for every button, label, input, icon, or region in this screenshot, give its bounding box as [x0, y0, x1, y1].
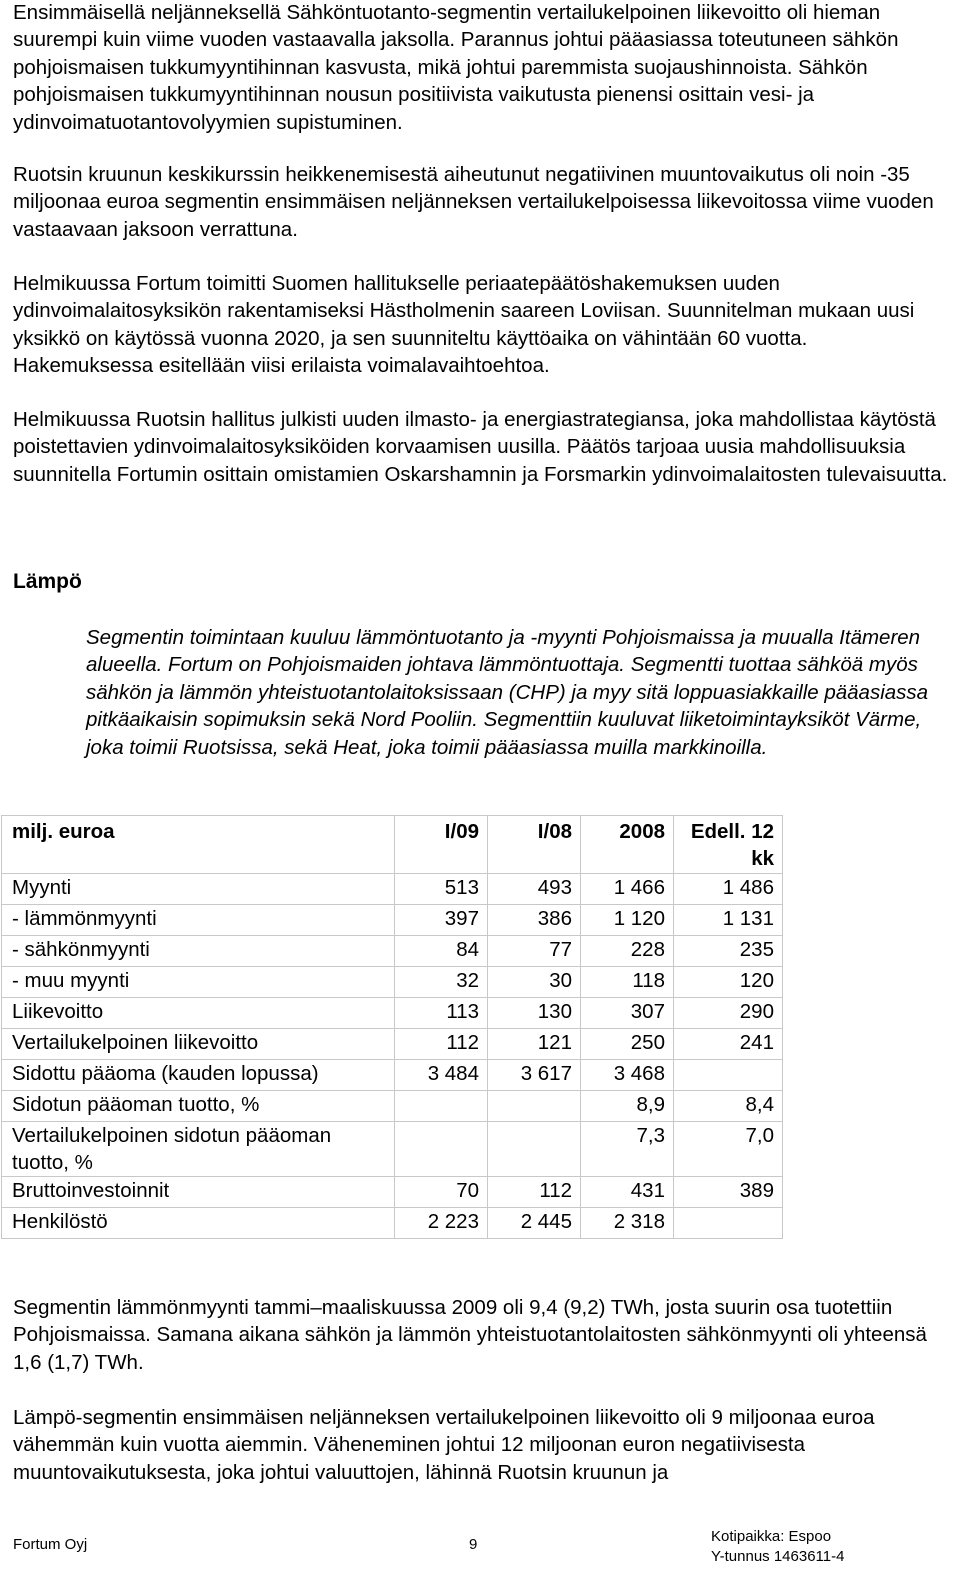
table-row	[2, 1091, 783, 1122]
table-cell: 1 120	[581, 905, 674, 936]
row-label: Bruttoinvestoinnit	[2, 1177, 395, 1208]
financial-table	[1, 815, 783, 1239]
table-row	[2, 998, 783, 1029]
table-row	[2, 967, 783, 998]
table-cell: 290	[674, 998, 783, 1029]
table-cell	[395, 1122, 488, 1177]
table-cell: 8,4	[674, 1091, 783, 1122]
table-row	[2, 1060, 783, 1091]
table-cell	[674, 1208, 783, 1239]
row-label: Sidotun pääoman tuotto, %	[2, 1091, 395, 1122]
table-header-cell: I/09	[395, 816, 488, 874]
table-cell: 1 486	[674, 874, 783, 905]
row-label: Henkilöstö	[2, 1208, 395, 1239]
table-cell: 2 318	[581, 1208, 674, 1239]
table-header-cell: I/08	[488, 816, 581, 874]
table-cell: 386	[488, 905, 581, 936]
table-cell: 7,3	[581, 1122, 674, 1177]
row-label: Sidottu pääoma (kauden lopussa)	[2, 1060, 395, 1091]
row-label: Myynti	[2, 874, 395, 905]
footer-page-number: 9	[469, 1536, 478, 1553]
table-cell: 250	[581, 1029, 674, 1060]
table-cell: 3 484	[395, 1060, 488, 1091]
table-cell: 1 466	[581, 874, 674, 905]
table-cell: 30	[488, 967, 581, 998]
table-cell	[488, 1122, 581, 1177]
table-cell	[488, 1091, 581, 1122]
paragraph-currency-effect: Ruotsin kruunun keskikurssin heikkenemisestä aiheutunut negatiivinen muuntovaikutus oli noin -35 miljoonaa euroa segmentin ensimmäisen neljänneksen vertailukelpoisessa liikevoitossa viime vuoden vastaavaan jaksoon verrattuna.	[13, 163, 934, 241]
paragraph-power-results: Ensimmäisellä neljänneksellä Sähköntuotanto-segmentin vertailukelpoinen liikevoitto oli hieman suurempi kuin viime vuoden vastaavalla jaksolla. Parannus johtui pääasiassa toteutuneen sähkön pohjoismaisen tukkumyyntihinnan kasvusta, mikä johtui paremmista suojaushinnoista. Sähkön pohjoismaisen tukkumyyntihinnan nousun positiivista vaikutusta pienensi osittain vesi- ja ydinvoimatuotantovolyymien supistuminen.	[13, 1, 899, 134]
row-label: - muu myynti	[2, 967, 395, 998]
table-header-cell: 2008	[581, 816, 674, 874]
table-row	[2, 1177, 783, 1208]
table-cell: 120	[674, 967, 783, 998]
footer-business-id: Y-tunnus 1463611-4	[711, 1548, 845, 1565]
paragraph-swedish-strategy: Helmikuussa Ruotsin hallitus julkisti uuden ilmasto- ja energiastrategiansa, joka mahdollistaa käytöstä poistettavien ydinvoimalaitosyksiköiden korvaamisen uusilla. Päätös tarjoaa uusia mahdollisuuksia suunnitella Fortumin osittain omistamien Oskarshamnin ja Forsmarkin ydinvoimalaitosten tulevaisuutta.	[13, 408, 948, 486]
section-intro: Segmentin toimintaan kuuluu lämmöntuotanto ja -myynti Pohjoismaissa ja muualla Itämeren alueella. Fortum on Pohjoismaiden johtava lämmöntuottaja. Segmentti tuottaa sähköä myös sähkön ja lämmön yhteistuotantolaitoksissaan (CHP) ja myy sitä loppuasiakkaille pääasiassa pitkäaikaisin sopimuksin sekä Nord Pooliin. Segmenttiin kuuluvat liiketoimintayksiköt Värme, joka toimii Ruotsissa, sekä Heat, joka toimii pääasiassa muilla markkinoilla.	[86, 626, 929, 759]
table-cell: 112	[395, 1029, 488, 1060]
table-cell: 228	[581, 936, 674, 967]
table-cell: 1 131	[674, 905, 783, 936]
table-row	[2, 874, 783, 905]
table-cell: 389	[674, 1177, 783, 1208]
table-cell: 3 617	[488, 1060, 581, 1091]
table-row	[2, 936, 783, 967]
paragraph-nuclear-application: Helmikuussa Fortum toimitti Suomen hallitukselle periaatepäätöshakemuksen uuden ydinvoimalaitosyksikön rakentamiseksi Hästholmenin saareen Loviisan. Suunnitelman mukaan uusi yksikkö on käytössä vuonna 2020, ja sen suunniteltu käyttöaika on vähintään 60 vuotta. Hakemuksessa esitellään viisi erilaista voimalavaihtoehtoa.	[13, 272, 915, 378]
table-cell	[395, 1091, 488, 1122]
table-cell: 513	[395, 874, 488, 905]
table-row	[2, 1122, 783, 1177]
table-row	[2, 905, 783, 936]
table-cell: 3 468	[581, 1060, 674, 1091]
table-header-cell: milj. euroa	[2, 816, 395, 874]
table-cell: 397	[395, 905, 488, 936]
table-row	[2, 1029, 783, 1060]
table-header-cell: Edell. 12 kk	[674, 816, 783, 874]
footer-domicile: Kotipaikka: Espoo	[711, 1528, 832, 1545]
table-cell: 121	[488, 1029, 581, 1060]
paragraph-heat-sales: Segmentin lämmönmyynti tammi–maaliskuussa 2009 oli 9,4 (9,2) TWh, josta suurin osa tuotettiin Pohjoismaissa. Samana aikana sähkön ja lämmön yhteistuotantolaitosten sähkönmyynti oli yhteensä 1,6 (1,7) TWh.	[13, 1296, 927, 1374]
row-label: - sähkönmyynti	[2, 936, 395, 967]
row-label: - lämmönmyynti	[2, 905, 395, 936]
table-cell: 2 223	[395, 1208, 488, 1239]
row-label: Vertailukelpoinen sidotun pääoman tuotto, %	[2, 1122, 395, 1177]
table-cell: 118	[581, 967, 674, 998]
paragraph-heat-profit: Lämpö-segmentin ensimmäisen neljänneksen vertailukelpoinen liikevoitto oli 9 miljoonaa euroa vähemmän kuin vuotta aiemmin. Väheneminen johtui 12 miljoonan euron negatiivisesta muuntovaikutuksesta, joka johtui valuuttojen, lähinnä Ruotsin kruunun ja	[13, 1406, 875, 1484]
row-label: Liikevoitto	[2, 998, 395, 1029]
section-heading: Lämpö	[13, 570, 82, 593]
table-cell: 130	[488, 998, 581, 1029]
table-cell: 7,0	[674, 1122, 783, 1177]
table-cell: 112	[488, 1177, 581, 1208]
table-cell: 84	[395, 936, 488, 967]
table-cell: 77	[488, 936, 581, 967]
table-cell: 431	[581, 1177, 674, 1208]
table-cell	[674, 1060, 783, 1091]
table-cell: 241	[674, 1029, 783, 1060]
table-header-row	[2, 816, 783, 874]
table-row	[2, 1208, 783, 1239]
table-cell: 493	[488, 874, 581, 905]
table-cell: 2 445	[488, 1208, 581, 1239]
row-label: Vertailukelpoinen liikevoitto	[2, 1029, 395, 1060]
table-cell: 307	[581, 998, 674, 1029]
footer-company: Fortum Oyj	[13, 1536, 88, 1553]
table-cell: 113	[395, 998, 488, 1029]
table-cell: 32	[395, 967, 488, 998]
table-cell: 70	[395, 1177, 488, 1208]
table-cell: 235	[674, 936, 783, 967]
table-cell: 8,9	[581, 1091, 674, 1122]
